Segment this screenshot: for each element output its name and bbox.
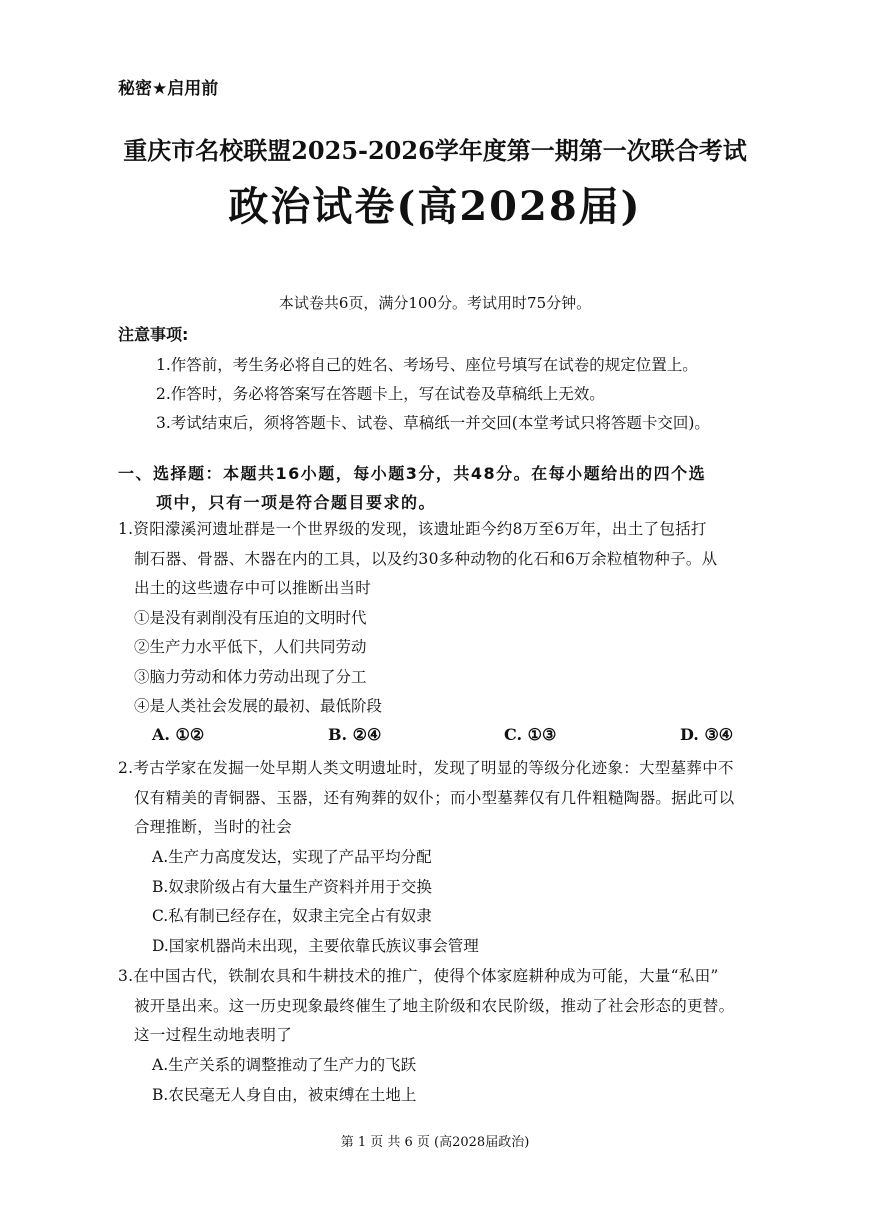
question-3-text: 3.在中国古代，铁制农具和牛耕技术的推广，使得个体家庭耕种成为可能，大量“私田” (118, 967, 719, 985)
note-item: 3.考试结束后，须将答题卡、试卷、草稿纸一并交回(本堂考试只将答题卡交回)。 (156, 414, 710, 432)
question-3-option-a: A.生产关系的调整推动了生产力的飞跃 (152, 1056, 417, 1074)
question-1-text: 出土的这些遗存中可以推断出当时 (134, 579, 372, 597)
note-item: 1.作答前，考生务必将自己的姓名、考场号、座位号填写在试卷的规定位置上。 (156, 356, 698, 374)
paper-subtitle: 政治试卷(高2028届) (228, 183, 642, 230)
question-1-text: 制石器、骨器、木器在内的工具，以及约30多种动物的化石和6万余粒植物种子。从 (134, 550, 718, 568)
page-footer: 第 1 页 共 6 页 (高2028届政治) (340, 1135, 530, 1150)
question-2-option-a: A.生产力高度发达，实现了产品平均分配 (152, 848, 432, 866)
exam-info: 本试卷共6页，满分100分。考试用时75分钟。 (278, 294, 592, 312)
question-3-text: 这一过程生动地表明了 (134, 1026, 293, 1044)
section-heading-cont: 项中，只有一项是符合题目要求的。 (156, 493, 437, 512)
section-heading: 一、选择题：本题共16小题，每小题3分，共48分。在每小题给出的四个选 (118, 464, 707, 483)
question-1-choice-d: D. ③④ (680, 725, 734, 744)
question-2-option-b: B.奴隶阶级占有大量生产资料并用于交换 (152, 878, 432, 896)
confidential-mark: 秘密★启用前 (118, 79, 219, 99)
question-1-choice-c: C. ①③ (504, 725, 557, 744)
question-2-text: 2.考古学家在发掘一处早期人类文明遗址时，发现了明显的等级分化迹象：大型墓葬中不 (118, 759, 734, 777)
question-2-text: 合理推断，当时的社会 (134, 818, 293, 836)
notes-heading: 注意事项: (118, 325, 189, 344)
question-2-text: 仅有精美的青铜器、玉器，还有殉葬的奴仆；而小型墓葬仅有几件粗糙陶器。据此可以 (134, 789, 735, 807)
question-1-statement: ②生产力水平低下，人们共同劳动 (134, 638, 367, 656)
question-2-option-c: C.私有制已经存在，奴隶主完全占有奴隶 (152, 907, 432, 925)
question-2-option-d: D.国家机器尚未出现，主要依靠氏族议事会管理 (152, 937, 479, 955)
question-1-choice-a: A. ①② (152, 725, 205, 744)
question-3-text: 被开垦出来。这一历史现象最终催生了地主阶级和农民阶级，推动了社会形态的更替。 (134, 997, 735, 1015)
question-1-text: 1.资阳濛溪河遗址群是一个世界级的发现，该遗址距今约8万至6万年，出土了包括打 (118, 520, 707, 538)
question-3-option-b: B.农民毫无人身自由，被束缚在土地上 (152, 1086, 417, 1104)
question-1-choice-b: B. ②④ (328, 725, 382, 744)
question-1-statement: ③脑力劳动和体力劳动出现了分工 (134, 668, 367, 686)
exam-title: 重庆市名校联盟2025-2026学年度第一期第一次联合考试 (123, 136, 747, 165)
note-item: 2.作答时，务必将答案写在答题卡上，写在试卷及草稿纸上无效。 (156, 385, 605, 403)
question-1-statement: ①是没有剥削没有压迫的文明时代 (134, 609, 367, 627)
question-1-statement: ④是人类社会发展的最初、最低阶段 (134, 697, 383, 715)
